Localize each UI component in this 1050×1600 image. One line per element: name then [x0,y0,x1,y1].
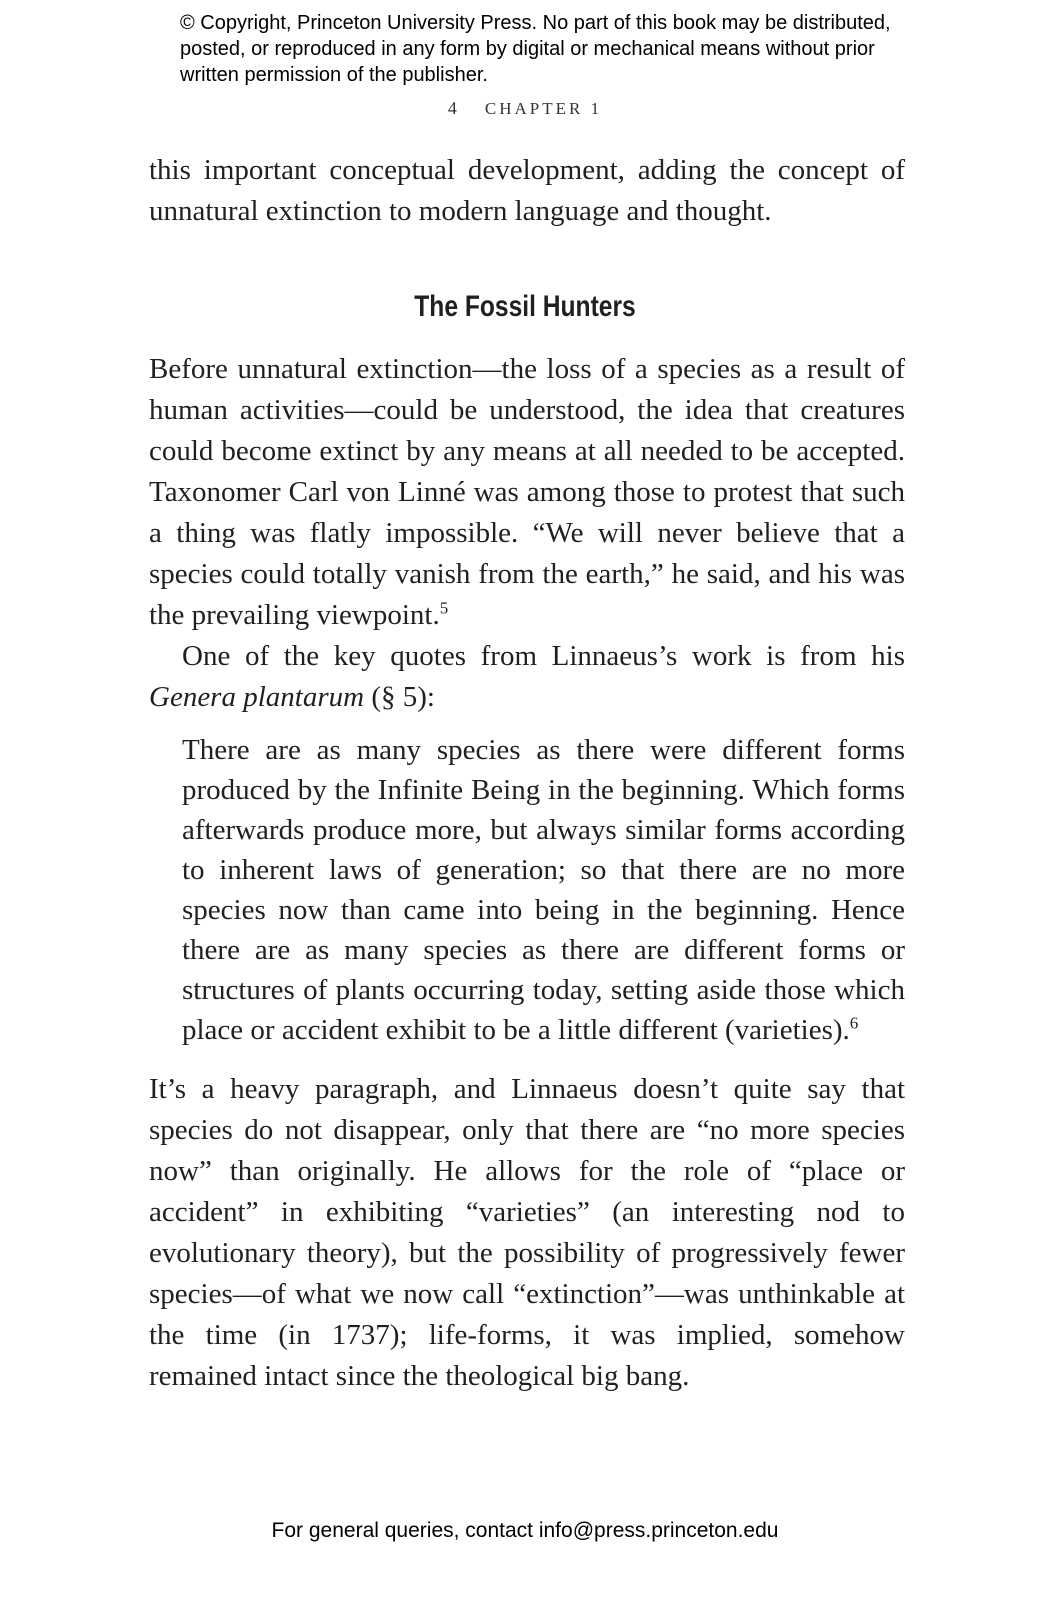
paragraph-2-text-before: One of the key quotes from Linnaeus’s work is from his [182,640,905,672]
paragraph-2 [149,636,905,718]
footnote-ref-6: 6 [849,1013,859,1033]
paragraph-2-text-after: (§ 5): [364,681,435,713]
main-text [149,349,905,718]
book-title: Genera plantarum [149,681,365,713]
footer-contact: For general queries, contact info@press.princeton.edu [271,1519,779,1542]
paragraph-1 [149,353,905,631]
running-head [0,98,1050,119]
chapter-label: CHAPTER 1 [484,99,603,118]
paragraph-3: It’s a heavy paragraph, and Linnaeus doesn’t quite say that species do not disappear, only that there are “no more species now” than originally. He allows for the role of “place or accident” in exhibiting “varieties” (an interesting nod to evolutionary theory), but the possibility of progressively fewer species—of what we now call “extinction”—was unthinkable at the time (in 1737); life-forms, it was implied, somehow remained intact since the theological big bang. [149,1073,905,1392]
page-number: 4 [447,98,457,118]
block-quote-text: There are as many species as there were different forms produced by the Infinite Being in the beginning. Which forms afterwards produce more, but always similar forms according to inherent laws of generation; so that there are no more species now than came into being in the beginning. Hence there are as many species as there are different forms or structures of plants occurring today, setting aside those which place or accident exhibit to be a little different (varieties). [182,734,905,1046]
intro-paragraph: this important conceptual development, adding the concept of unnatural extinction to modern language and thought. [149,154,905,227]
footnote-ref-5: 5 [439,598,449,618]
paragraph-1-text: Before unnatural extinction—the loss of a species as a result of human activities—could be understood, the idea that creatures could become extinct by any means at all needed to be accepted. Taxonomer Carl von Linné was among those to protest that such a thing was flatly impossible. “We will never believe that a species could totally vanish from the earth,” he said, and his was the prevailing viewpoint. [149,353,905,631]
copyright-notice: © Copyright, Princeton University Press. No part of this book may be distributed, posted, or reproduced in any form by digital or mechanical means without prior written permission of the publisher. [180,12,891,86]
block-quote [182,730,905,1050]
section-heading: The Fossil Hunters [414,290,636,323]
